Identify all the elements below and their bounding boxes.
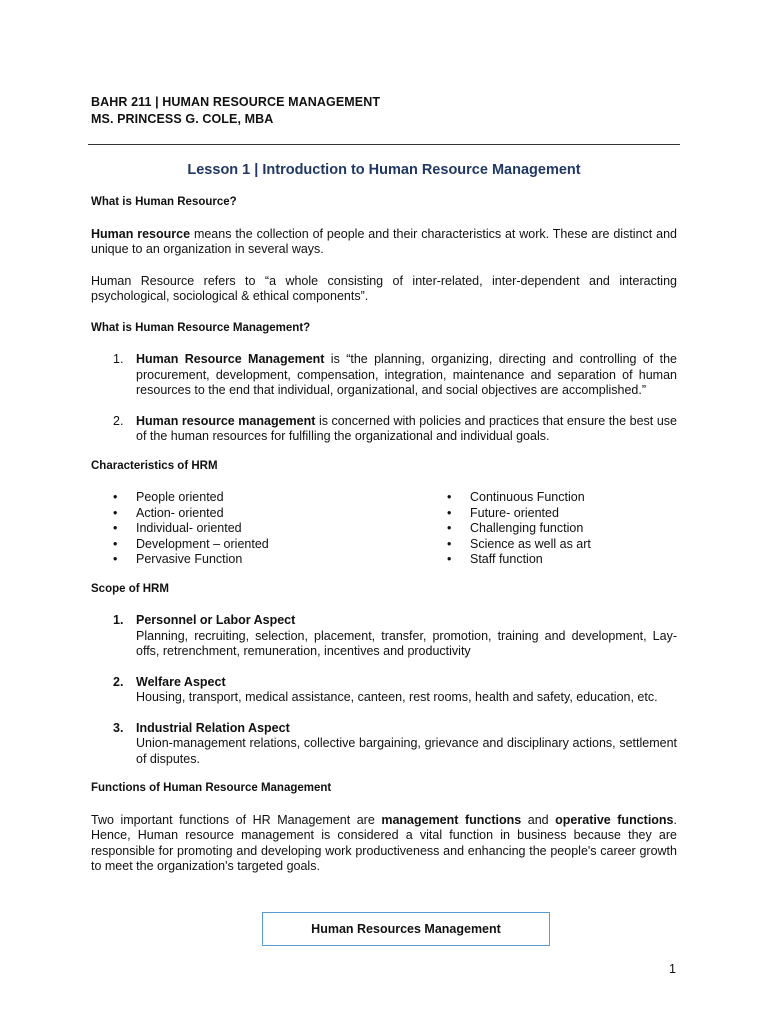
list-item: • Challenging function <box>447 521 584 535</box>
characteristics-columns <box>91 490 677 568</box>
document-body <box>91 195 677 875</box>
diagram-box-hrm <box>262 912 550 946</box>
list-item: • Staff function <box>447 552 543 566</box>
list-item: 2. Human resource management is concerned with policies and practices that ensure the best use of the human resources for fulfilling the organizational and individual goals. <box>113 413 677 443</box>
list-item: 3. Industrial Relation Aspect Union-management relations, collective bargaining, grievance and disciplinary actions, settlement of disputes. <box>113 720 677 766</box>
paragraph-functions: Two important functions of HR Management are management functions and operative functions. Hence, Human resource management is considered a vital function in business because they are responsible for promoting and developing work productiveness and enhancing the people's career growth to meet the organization's targeted goals. <box>91 812 677 873</box>
paragraph-hr-definition: Human resource means the collection of people and their characteristics at work. These are distinct and unique to an organization in several ways. <box>91 226 677 256</box>
lesson-title: Lesson 1 | Introduction to Human Resource Management <box>187 162 581 178</box>
heading-characteristics: Characteristics of HRM <box>91 459 218 472</box>
scope-list <box>91 613 677 767</box>
list-item: 1. Human Resource Management is “the planning, organizing, directing and controlling of the procurement, development, compensation, integration, maintenance and separation of human resources to the end that individual, organizational, and social objectives are accomplished.” <box>113 352 677 397</box>
list-item: 2. Welfare Aspect Housing, transport, medical assistance, canteen, rest rooms, health and safety, education, etc. <box>113 674 658 704</box>
course-code: BAHR 211 | HUMAN RESOURCE MANAGEMENT <box>91 95 381 109</box>
list-item: • Pervasive Function <box>113 552 243 566</box>
diagram-box-label: Human Resources Management <box>311 922 501 936</box>
term-human-resource: Human resource <box>91 226 191 241</box>
characteristics-left-list <box>91 490 425 568</box>
header-divider <box>88 144 680 145</box>
instructor-name: MS. PRINCESS G. COLE, MBA <box>91 112 274 126</box>
list-item: • Science as well as art <box>447 536 591 551</box>
list-item: • Action- oriented <box>113 505 224 520</box>
list-item: • Future- oriented <box>447 505 559 520</box>
list-item: • People oriented <box>113 490 224 504</box>
list-item: • Development – oriented <box>113 536 269 551</box>
list-item: 1. Personnel or Labor Aspect Planning, recruiting, selection, placement, transfer, promotion, training and development, Lay-offs, retrenchment, remuneration, incentives and productivity <box>113 613 677 658</box>
characteristics-right-list <box>425 490 591 568</box>
page-number: 1 <box>669 962 676 976</box>
heading-what-is-hr: What is Human Resource? <box>91 196 237 208</box>
heading-scope: Scope of HRM <box>91 582 169 595</box>
heading-what-is-hrm: What is Human Resource Management? <box>91 321 311 334</box>
list-item: • Individual- oriented <box>113 521 242 535</box>
document-header <box>91 94 380 128</box>
heading-functions: Functions of Human Resource Management <box>91 782 332 794</box>
hrm-definitions-list <box>91 352 677 445</box>
list-item: • Continuous Function <box>447 490 585 504</box>
paragraph-hr-refers: Human Resource refers to “a whole consisting of inter-related, inter-dependent and interacting psychological, sociological & ethical components”. <box>91 273 677 303</box>
